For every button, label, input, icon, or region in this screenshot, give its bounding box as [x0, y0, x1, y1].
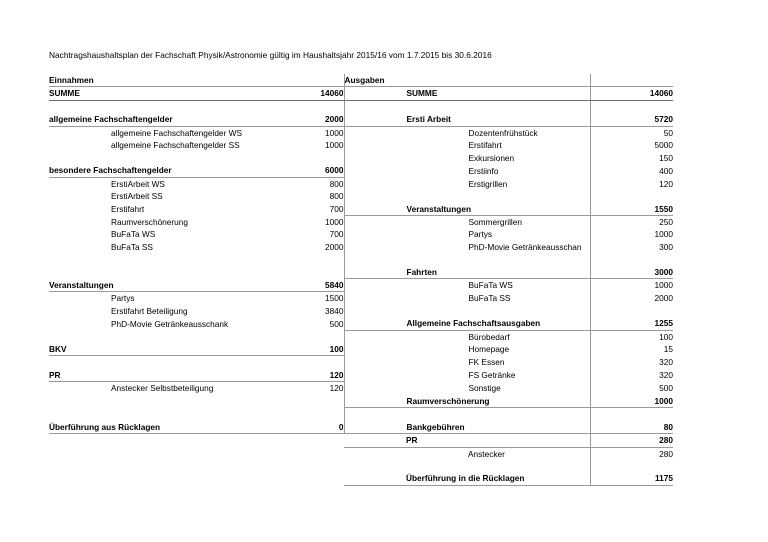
expenses-item-label: Anstecker	[468, 448, 505, 459]
expenses-item-value: 320	[590, 369, 673, 382]
income-category-value: 100	[295, 343, 344, 356]
income-item-value: 800	[295, 190, 344, 202]
income-sum-label: SUMME	[49, 87, 295, 100]
expenses-item-value	[590, 408, 673, 421]
table-row	[49, 126, 673, 139]
income-item-label: allgemeine Fachschaftengelder WS	[111, 127, 242, 138]
table-row	[49, 460, 673, 472]
expenses-item-label: Erstigrillen	[468, 178, 508, 189]
table-row	[49, 447, 673, 460]
income-category-value: 120	[295, 369, 344, 382]
table-row	[49, 292, 673, 305]
expenses-item-value: 150	[590, 152, 673, 164]
table-row	[49, 253, 673, 265]
income-category-label: Überführung aus Rücklagen	[49, 421, 295, 434]
spacer-cell	[49, 100, 295, 113]
expenses-category-value: 3000	[590, 266, 673, 279]
income-category-value: 6000	[295, 164, 344, 177]
table-row	[49, 382, 673, 395]
income-item-value	[295, 330, 344, 343]
income-item-label: PhD-Movie Getränkeausschank	[111, 318, 229, 329]
expenses-item-value: 300	[590, 241, 673, 253]
income-item-value: 800	[295, 177, 344, 190]
budget-table-container	[49, 74, 673, 486]
income-item-label: Partys	[111, 293, 135, 304]
category-row	[49, 203, 673, 216]
category-row	[49, 421, 673, 434]
page-title: Nachtragshaushaltsplan der Fachschaft Physik/Astronomie gültig im Haushaltsjahr 2015/16 vom 1.7.2015 bis 30.6.2016	[49, 50, 492, 60]
expenses-item-label: Erstifahrt	[468, 140, 502, 151]
expenses-item-label: Homepage	[468, 344, 510, 355]
income-item-value: 1000	[295, 139, 344, 151]
spacer-cell	[590, 100, 673, 113]
expenses-item-label: Erstiinfo	[468, 165, 499, 176]
category-row	[49, 113, 673, 126]
category-row	[49, 395, 673, 408]
income-item-label: Anstecker Selbstbeteiligung	[111, 383, 214, 394]
table-row	[49, 228, 673, 240]
income-item-label	[49, 472, 295, 485]
category-row	[49, 434, 673, 447]
table-row	[49, 356, 673, 369]
income-item-label	[49, 395, 295, 408]
income-item-label: Raumverschönerung	[111, 216, 189, 227]
spacer-cell	[295, 100, 344, 113]
table-row	[49, 215, 673, 228]
income-item-label	[49, 152, 295, 164]
income-item-value: 1000	[295, 126, 344, 139]
spacer-row	[49, 100, 673, 113]
income-item-label: BuFaTa SS	[111, 241, 153, 252]
income-item-value	[295, 152, 344, 164]
expenses-category-value: 1255	[590, 317, 673, 330]
income-item-label	[49, 460, 295, 472]
expenses-item-value	[590, 460, 673, 472]
expenses-item-label	[344, 305, 590, 317]
category-row	[49, 472, 673, 485]
income-item-label	[49, 434, 295, 447]
expenses-item-label: Sommergrillen	[468, 216, 522, 227]
expenses-category-value: 280	[590, 434, 673, 447]
table-row	[49, 305, 673, 317]
category-row	[49, 369, 673, 382]
category-row	[49, 279, 673, 292]
expenses-item-label: BuFaTa WS	[468, 280, 513, 291]
income-item-value: 3840	[295, 305, 344, 317]
income-item-value: 1000	[295, 215, 344, 228]
expenses-item-label	[344, 190, 590, 202]
income-category-label: Veranstaltungen	[49, 279, 295, 292]
summary-row	[49, 87, 673, 100]
income-item-value	[295, 434, 344, 447]
expenses-category-label: Allgemeine Fachschaftsausgaben	[344, 317, 590, 330]
expenses-category-value: 1550	[590, 203, 673, 216]
income-item-label: allgemeine Fachschaftengelder SS	[111, 140, 240, 151]
income-category-label: besondere Fachschaftengelder	[49, 164, 295, 177]
income-item-label: ErstiArbeit WS	[111, 178, 165, 189]
expenses-item-value: 250	[590, 215, 673, 228]
income-category-label: PR	[49, 369, 295, 382]
category-row	[49, 266, 673, 279]
expenses-category-label: Bankgebühren	[344, 421, 590, 434]
expenses-item-value: 1000	[590, 279, 673, 292]
header-income-label: Einnahmen	[49, 74, 295, 87]
expenses-item-label	[344, 460, 590, 472]
income-item-label: BuFaTa WS	[111, 229, 156, 240]
table-row	[49, 241, 673, 253]
expenses-category-label: Raumverschönerung	[344, 395, 590, 408]
table-row	[49, 152, 673, 164]
income-item-value: 500	[295, 317, 344, 330]
expenses-item-value: 50	[590, 126, 673, 139]
expenses-category-value: 80	[590, 421, 673, 434]
income-item-label	[49, 266, 295, 279]
expenses-item-label	[344, 408, 590, 421]
income-item-label	[49, 408, 295, 421]
expenses-item-label: FK Essen	[468, 357, 505, 368]
income-item-value: 1500	[295, 292, 344, 305]
expenses-item-value	[590, 305, 673, 317]
category-row	[49, 343, 673, 356]
income-item-value	[295, 266, 344, 279]
expenses-item-label: PhD-Movie Getränkeausschan	[468, 241, 582, 252]
budget-table	[49, 74, 673, 486]
income-sum-value: 14060	[295, 87, 344, 100]
expenses-category-label: Überführung in die Rücklagen	[344, 472, 590, 485]
expenses-item-label: Dozentenfrühstück	[468, 127, 538, 138]
income-item-value	[295, 356, 344, 369]
income-item-value	[295, 395, 344, 408]
expenses-sum-label: SUMME	[344, 87, 590, 100]
income-item-value: 700	[295, 228, 344, 240]
expenses-item-label	[344, 253, 590, 265]
expenses-item-value: 120	[590, 177, 673, 190]
expenses-item-value: 500	[590, 382, 673, 395]
income-item-value: 2000	[295, 241, 344, 253]
income-item-label: Erstifahrt Beteiligung	[111, 305, 188, 316]
expenses-item-value: 280	[590, 447, 673, 460]
expenses-sum-value: 14060	[590, 87, 673, 100]
income-item-label	[49, 356, 295, 369]
income-item-value	[295, 408, 344, 421]
expenses-category-label: Ersti Arbeit	[344, 113, 590, 126]
income-category-value: 2000	[295, 113, 344, 126]
expenses-item-value: 15	[590, 343, 673, 356]
income-category-value: 5840	[295, 279, 344, 292]
budget-table-body	[49, 74, 673, 485]
income-item-label	[49, 447, 295, 460]
header-expenses-value	[590, 74, 673, 87]
category-row	[49, 317, 673, 330]
expenses-item-value: 320	[590, 356, 673, 369]
expenses-item-value: 100	[590, 330, 673, 343]
income-category-value: 0	[295, 421, 344, 434]
table-row	[49, 190, 673, 202]
income-item-value	[295, 447, 344, 460]
expenses-item-value	[590, 253, 673, 265]
table-row	[49, 177, 673, 190]
table-header-row	[49, 74, 673, 87]
expenses-item-value: 5000	[590, 139, 673, 151]
category-row	[49, 164, 673, 177]
expenses-item-value	[590, 190, 673, 202]
income-item-value	[295, 472, 344, 485]
expenses-item-value: 400	[590, 164, 673, 177]
expenses-category-value: 1000	[590, 395, 673, 408]
header-income-value	[295, 74, 344, 87]
expenses-item-label: BuFaTa SS	[468, 293, 511, 304]
income-item-label	[49, 330, 295, 343]
income-item-label: ErstiArbeit SS	[111, 191, 163, 202]
expenses-item-label: FS Getränke	[468, 370, 516, 381]
header-expenses-label: Ausgaben	[344, 74, 590, 87]
income-item-label	[49, 253, 295, 265]
spacer-cell	[344, 100, 590, 113]
table-row	[49, 330, 673, 343]
income-item-value	[295, 253, 344, 265]
expenses-category-value: 5720	[590, 113, 673, 126]
income-item-label: Erstifahrt	[111, 204, 145, 215]
expenses-item-label: Bürobedarf	[468, 331, 510, 342]
expenses-item-label: Sonstige	[468, 383, 501, 394]
expenses-category-value: 1175	[590, 472, 673, 485]
income-category-label: BKV	[49, 343, 295, 356]
table-row	[49, 139, 673, 151]
income-item-value	[295, 460, 344, 472]
expenses-category-label: PR	[344, 434, 590, 447]
income-item-value: 700	[295, 203, 344, 216]
income-item-value: 120	[295, 382, 344, 395]
table-row	[49, 408, 673, 421]
expenses-category-label: Veranstaltungen	[344, 203, 590, 216]
income-category-label: allgemeine Fachschaftengelder	[49, 113, 295, 126]
expenses-item-value: 1000	[590, 228, 673, 240]
expenses-item-value: 2000	[590, 292, 673, 305]
expenses-item-label: Exkursionen	[468, 152, 515, 163]
expenses-category-label: Fahrten	[344, 266, 590, 279]
expenses-item-label: Partys	[468, 229, 493, 240]
